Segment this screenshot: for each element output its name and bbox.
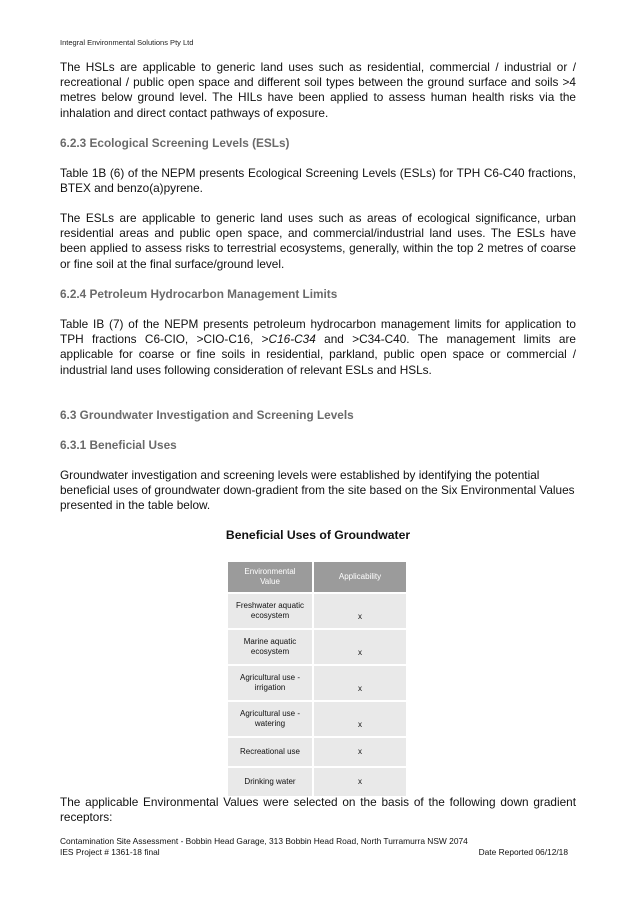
column-header-applicability: Applicability xyxy=(314,562,406,592)
cell-environmental-value: Drinking water xyxy=(228,768,312,796)
paragraph-receptors: The applicable Environmental Values were selected on the basis of the following down gradient receptors: xyxy=(60,795,576,825)
paragraph-esl-uses: The ESLs are applicable to generic land uses such as areas of ecological significance, urban residential areas and public open space, and commercial/industrial land uses. The ESLs have been applied to assess risks to terrestrial ecosystems, generally, within the top 2 metres of coarse or fine soil at the final surface/ground level. xyxy=(60,211,576,271)
paragraph-groundwater: Groundwater investigation and screening levels were established by identifying the potential beneficial uses of groundwater down-gradient from the site based on the Six Environmental Values presented in the table below. xyxy=(60,468,575,513)
table-row xyxy=(228,738,406,766)
footer-project: IES Project # 1361-18 final xyxy=(60,847,160,857)
heading-6-3: 6.3 Groundwater Investigation and Screening Levels xyxy=(60,408,354,422)
heading-6-3-1: 6.3.1 Beneficial Uses xyxy=(60,438,177,452)
cell-environmental-value: Recreational use xyxy=(228,738,312,766)
cell-applicability: x xyxy=(314,630,406,664)
cell-environmental-value: Marine aquatic ecosystem xyxy=(228,630,312,664)
cell-applicability: x xyxy=(314,768,406,796)
heading-6-2-4: 6.2.4 Petroleum Hydrocarbon Management Limits xyxy=(60,287,338,301)
cell-environmental-value: Agricultural use - watering xyxy=(228,702,312,736)
cell-environmental-value: Agricultural use - irrigation xyxy=(228,666,312,700)
paragraph-petroleum-limits xyxy=(60,317,576,378)
beneficial-uses-table xyxy=(226,560,408,798)
table-row xyxy=(228,594,406,628)
heading-6-2-3: 6.2.3 Ecological Screening Levels (ESLs) xyxy=(60,136,290,150)
table-header-row xyxy=(228,562,406,592)
paragraph-esl-intro: Table 1B (6) of the NEPM presents Ecological Screening Levels (ESLs) for TPH C6-C40 fractions, BTEX and benzo(a)pyrene. xyxy=(60,166,576,196)
cell-environmental-value: Freshwater aquatic ecosystem xyxy=(228,594,312,628)
cell-applicability: x xyxy=(314,594,406,628)
paragraph-petroleum-text-a: Table IB (7) of the NEPM presents petroleum hydrocarbon management limits for application to TPH fractions C6-CIO, >CIO-C16, > xyxy=(60,317,576,347)
table-row xyxy=(228,702,406,736)
company-name: Integral Environmental Solutions Pty Ltd xyxy=(60,38,194,47)
table-row xyxy=(228,768,406,796)
table-title: Beneficial Uses of Groundwater xyxy=(225,528,411,542)
footer-site-line: Contamination Site Assessment - Bobbin Head Garage, 313 Bobbin Head Road, North Turramurra NSW 2074 xyxy=(60,836,468,846)
cell-applicability: x xyxy=(314,666,406,700)
paragraph-petroleum-italic: C16-C34 xyxy=(268,332,316,347)
table-row xyxy=(228,666,406,700)
paragraph-petroleum-text-b: and >C34-C40. The management limits are applicable for coarse or fine soils in residential, parkland, public open space or commercial / industrial land uses following consideration of relevant ESLs and HSLs. xyxy=(60,332,576,377)
table-row xyxy=(228,630,406,664)
cell-applicability: x xyxy=(314,738,406,766)
paragraph-hsl: The HSLs are applicable to generic land uses such as residential, commercial / industrial or / recreational / public open space and different soil types between the ground surface and soils >4 metres below ground level. The HILs have been applied to assess human health risks via the inhalation and direct contact pathways of exposure. xyxy=(60,60,576,120)
column-header-environmental-value: Environmental Value xyxy=(228,562,312,592)
footer-date: Date Reported 06/12/18 xyxy=(478,847,568,857)
cell-applicability: x xyxy=(314,702,406,736)
